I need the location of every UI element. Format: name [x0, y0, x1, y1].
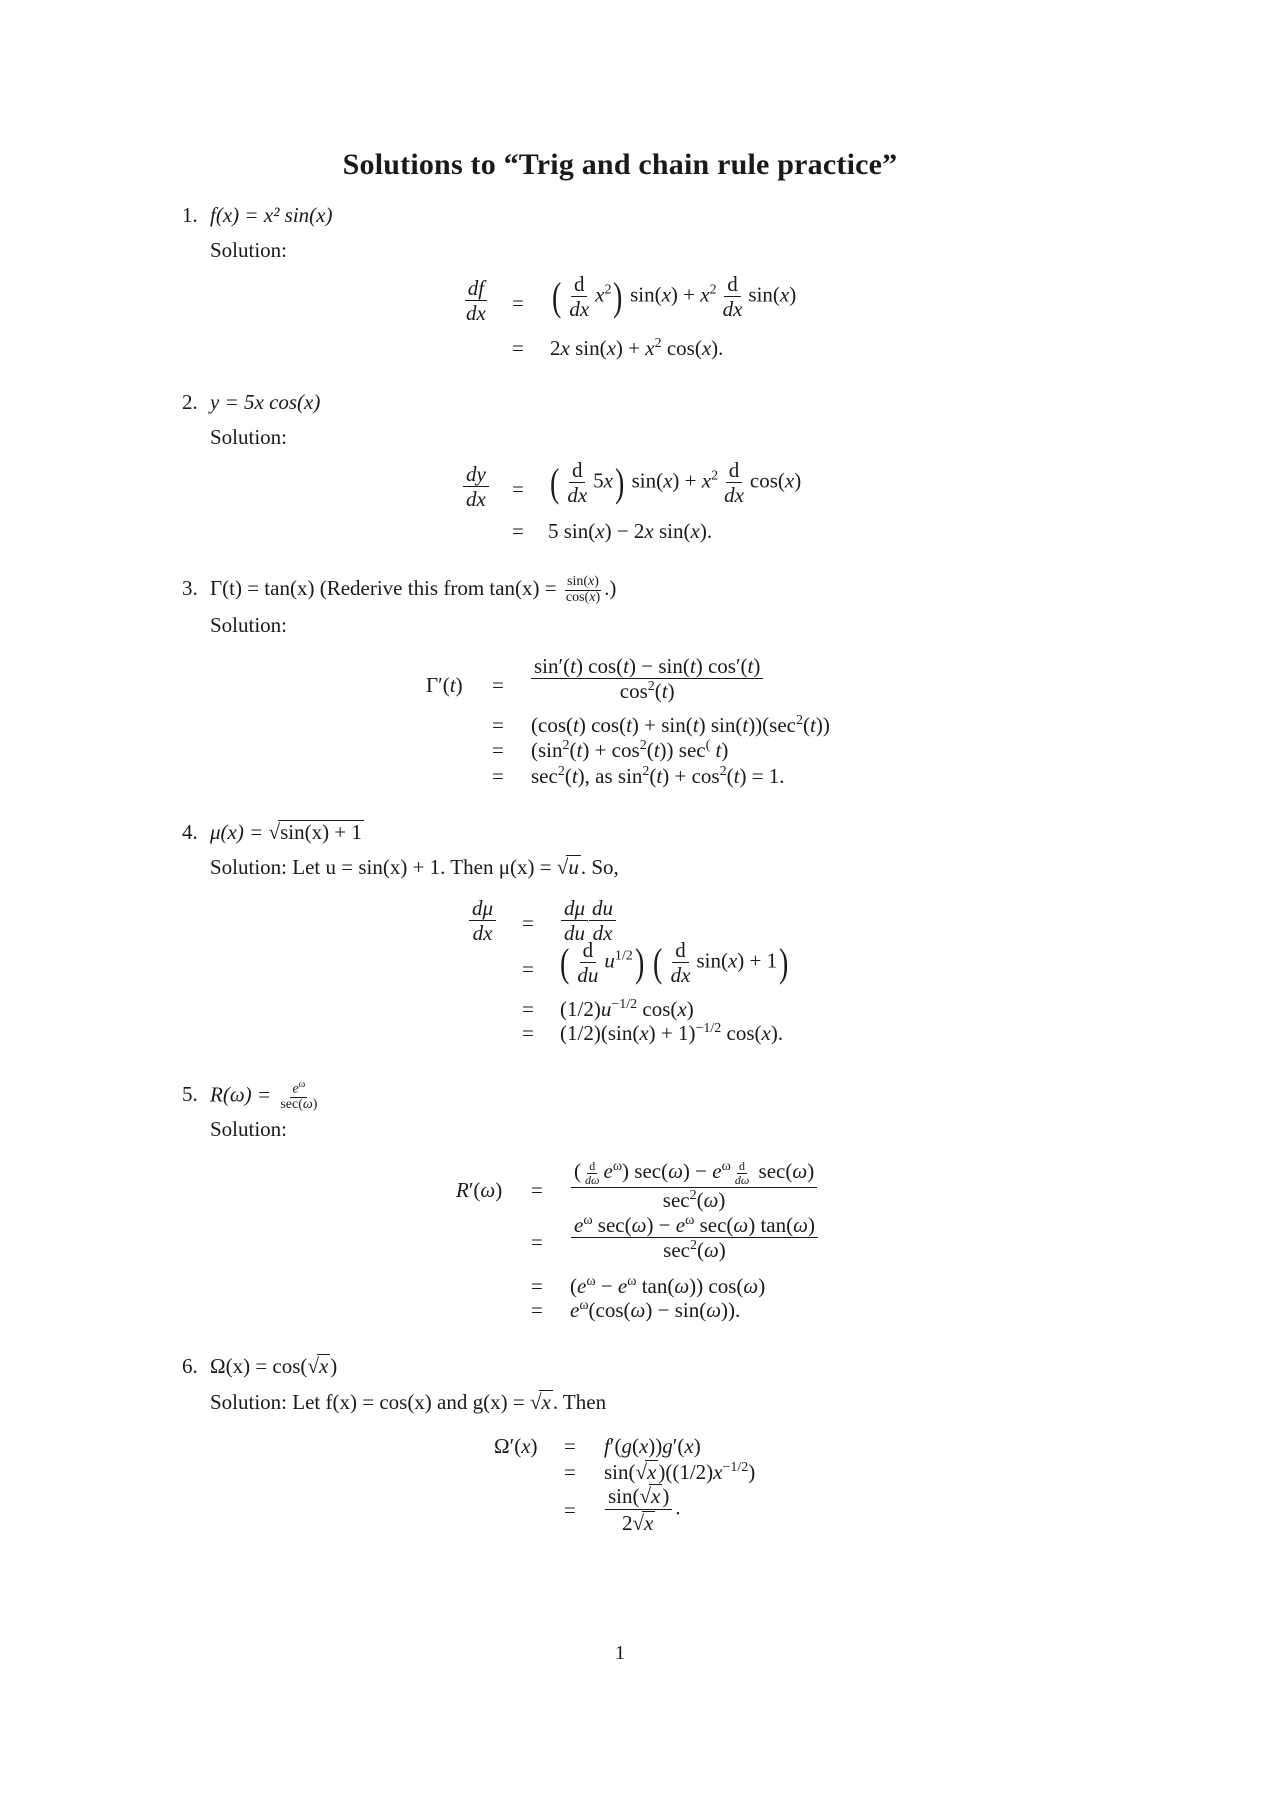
problem-2 [182, 390, 320, 415]
solution-label: Solution: [210, 238, 288, 262]
problem-number: 4. [182, 820, 198, 844]
problem-statement: Ω(x) = cos( [210, 1354, 308, 1378]
problem-number: 6. [182, 1354, 198, 1378]
problem-statement: R(ω) = [210, 1082, 277, 1107]
solution-label: Solution: [210, 613, 288, 637]
problem-1 [182, 203, 333, 228]
solution-label: Solution: [210, 425, 288, 449]
problem-number: 3. [182, 576, 198, 600]
problem-statement: μ(x) = [210, 820, 269, 844]
solution-text: Solution: Let u = sin(x) + 1. Then μ(x) = √u. So, [210, 855, 619, 879]
problem-3: 3. Γ(t) = tan(x) (Rederive this from tan(x) = $\frac{\sin(x)}{\cos(x)}$ .) [182, 574, 617, 605]
problem-statement: Γ(t) = tan(x) (Rederive this from tan(x) = [210, 576, 562, 600]
problem-number: 5. [182, 1082, 198, 1107]
problem-statement: y = 5x cos(x) [210, 390, 321, 414]
page-title: Solutions to “Trig and chain rule practice” [342, 148, 898, 181]
document-page: Solutions to “Trig and chain rule practice” 1. f(x) = x² sin(x) Solution: $\frac{df}{dx}$ = ( $\frac{d}{dx}$ $x^2$) $\sin(x) + x^2$ $\frac{d}{dx}$ sin(x) = 2x $\sin(x) + x^2$ cos(x). 2. y = 5x cos(x) Solution: $\frac{dy}{dx}$ = ( $\frac{d}{dx}$ 5x) $\sin(x) + x^2$ $\frac{d}{dx}$ cos(x) = 5 sin(x) − 2x sin(x). 3. Γ(t) = tan(x) (Rederive this from tan(x) = $\frac{\sin(x)}{\cos(x)}$ .) Solution: Γ′(t) = $\frac{\sin'(t) \cos(t) - \sin(t) \cos'(t)}{\cos^2(t)}$ = (cos(t) cos(t) + sin(t) $\sin(t))(\sec^2(t))$ = $(\sin^2(t) + \cos^2(t))$ sec( t) = $\sec^2(t)$, as $\sin^2(t) + \cos^2(t) = 1$. 4. μ(x) = √sin(x) + 1 Solution: Let u = sin(x) + 1. Then μ(x) = √u. So, $\frac{d\mu}{dx}$ = $\frac{d\mu}{du}$ $\frac{du}{dx}$ = ( $\frac{d}{du}$ $u^{1/2}$) ( $\frac{d}{dx}$ sin(x) + 1) = $(1/2)u^{-1/2}$ cos(x) = $(1/2)(\sin(x) + 1)^{-1/2}$ cos(x). 5. R(ω) = $e^\omega$ sec(ω) Solution: R′(ω) = ( $\frac{d}{d\omega}$ $e^\omega$) $\sec(\omega) - e^\omega$ $\frac{d}{d\omega}$ sec(ω) $\sec^2(\omega)$ = $\frac{e^\omega \sec(\omega) - e^\omega \sec(\omega) \tan(\omega)}{\sec^2(\omega)}$ = ($e^\omega - e^\omega$ tan(ω)) cos(ω) = $e^\omega(\cos(\omega) - \sin(\omega))$. 6. Ω(x) = cos(√x) Solution: Let f(x) = cos(x) and g(x) = √x. Then Ω′(x) = f′(g(x))g′(x) = $\sin(√x)((1/2)x^{-1/2})$ = $\frac{\sin(√x)}{2√x}$ . 1 [0, 0, 1280, 1811]
problem-number: 2. [182, 390, 198, 414]
page-number: 1 [615, 1642, 625, 1664]
solution-label: Solution: [210, 1117, 288, 1141]
problem-number: 1. [182, 203, 198, 227]
solution-text: Solution: Let f(x) = cos(x) and g(x) = √x. Then [210, 1390, 607, 1414]
problem-statement: f(x) = x² sin(x) [210, 203, 333, 227]
problem-6: 6. Ω(x) = cos(√x) [182, 1354, 338, 1378]
problem-5: 5. R(ω) = $e^\omega$ sec(ω) [182, 1079, 318, 1113]
problem-4: 4. μ(x) = √sin(x) + 1 [182, 820, 362, 844]
